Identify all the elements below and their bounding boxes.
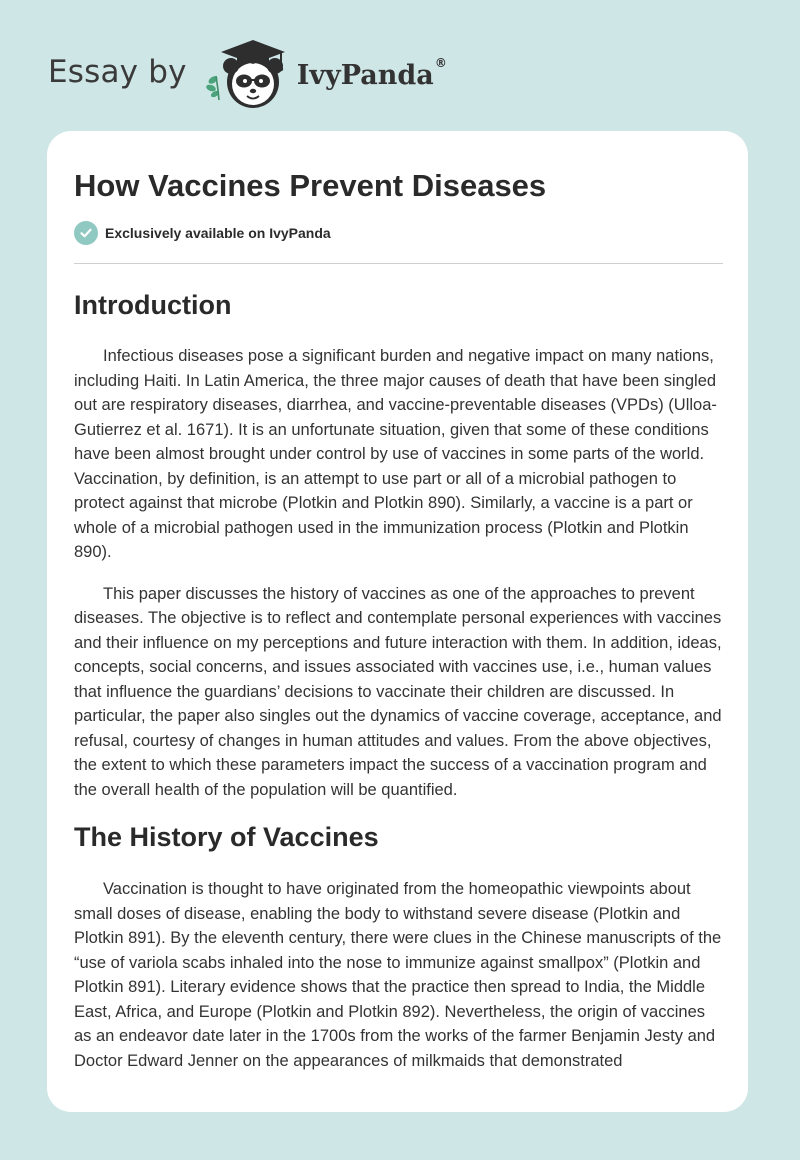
exclusive-badge <box>74 220 723 246</box>
panda-logo-icon[interactable] <box>201 36 293 112</box>
divider <box>74 263 723 264</box>
checkmark-icon <box>74 221 98 245</box>
essay-by-label: Essay by <box>48 54 187 90</box>
page-title: How Vaccines Prevent Diseases <box>74 168 547 203</box>
paragraph: Vaccination is thought to have originated from the homeopathic viewpoints about small doses of disease, enabling the body to withstand severe disease (Plotkin and Plotkin 891). By the eleventh century, there were clues in the Chinese manuscripts of the “use of variola scabs inhaled into the nose to immunize against smallpox” (Plotkin and Plotkin 891). Literary evidence shows that the practice then spread to India, the Middle East, Africa, and Europe (Plotkin and Plotkin 892). Nevertheless, the origin of vaccines as an endeavor date later in the 1700s from the works of the farmer Benjamin Jesty and Doctor Edward Jenner on the appearances of milkmaids that demonstrated <box>74 880 722 1070</box>
paragraph: This paper discusses the history of vaccines as one of the approaches to prevent diseases. The objective is to reflect and contemplate personal experiences with vaccines and their influence on my perceptions and future interaction with them. In addition, ideas, concepts, social concerns, and issues associated with vaccines use, i.e., human values that influence the guardians’ decisions to vaccinate their children are discussed. In particular, the paper also singles out the dynamics of vaccine coverage, acceptance, and refusal, courtesy of changes in human attitudes and values. From the above objectives, the extent to which these parameters impact the success of a vaccination program and the overall health of the population will be quantified. <box>74 584 722 799</box>
site-header <box>48 34 447 114</box>
brand-name-text: IvyPanda <box>296 59 434 91</box>
essay-content <box>74 131 723 1073</box>
essay-card <box>47 131 748 1112</box>
brand-name[interactable] <box>296 55 447 91</box>
paragraph: Infectious diseases pose a significant burden and negative impact on many nations, including Haiti. In Latin America, the three major causes of death that have been singled out are respiratory diseases, diarrhea, and vaccine-preventable diseases (VPDs) (Ulloa-Gutierrez et al. 1671). It is an unfortunate situation, given that some of these conditions have been almost brought under control by use of vaccines in some parts of the world. Vaccination, by definition, is an attempt to use part or all of a microbial pathogen to protect against that microbe (Plotkin and Plotkin 890). Similarly, a vaccine is a part or whole of a microbial pathogen used in the immunization process (Plotkin and Plotkin 890). <box>74 347 717 561</box>
section-heading-introduction: Introduction <box>74 290 232 320</box>
section-heading-history: The History of Vaccines <box>74 822 379 852</box>
registered-mark: ® <box>434 55 447 70</box>
exclusive-label: Exclusively available on IvyPanda <box>105 225 331 241</box>
